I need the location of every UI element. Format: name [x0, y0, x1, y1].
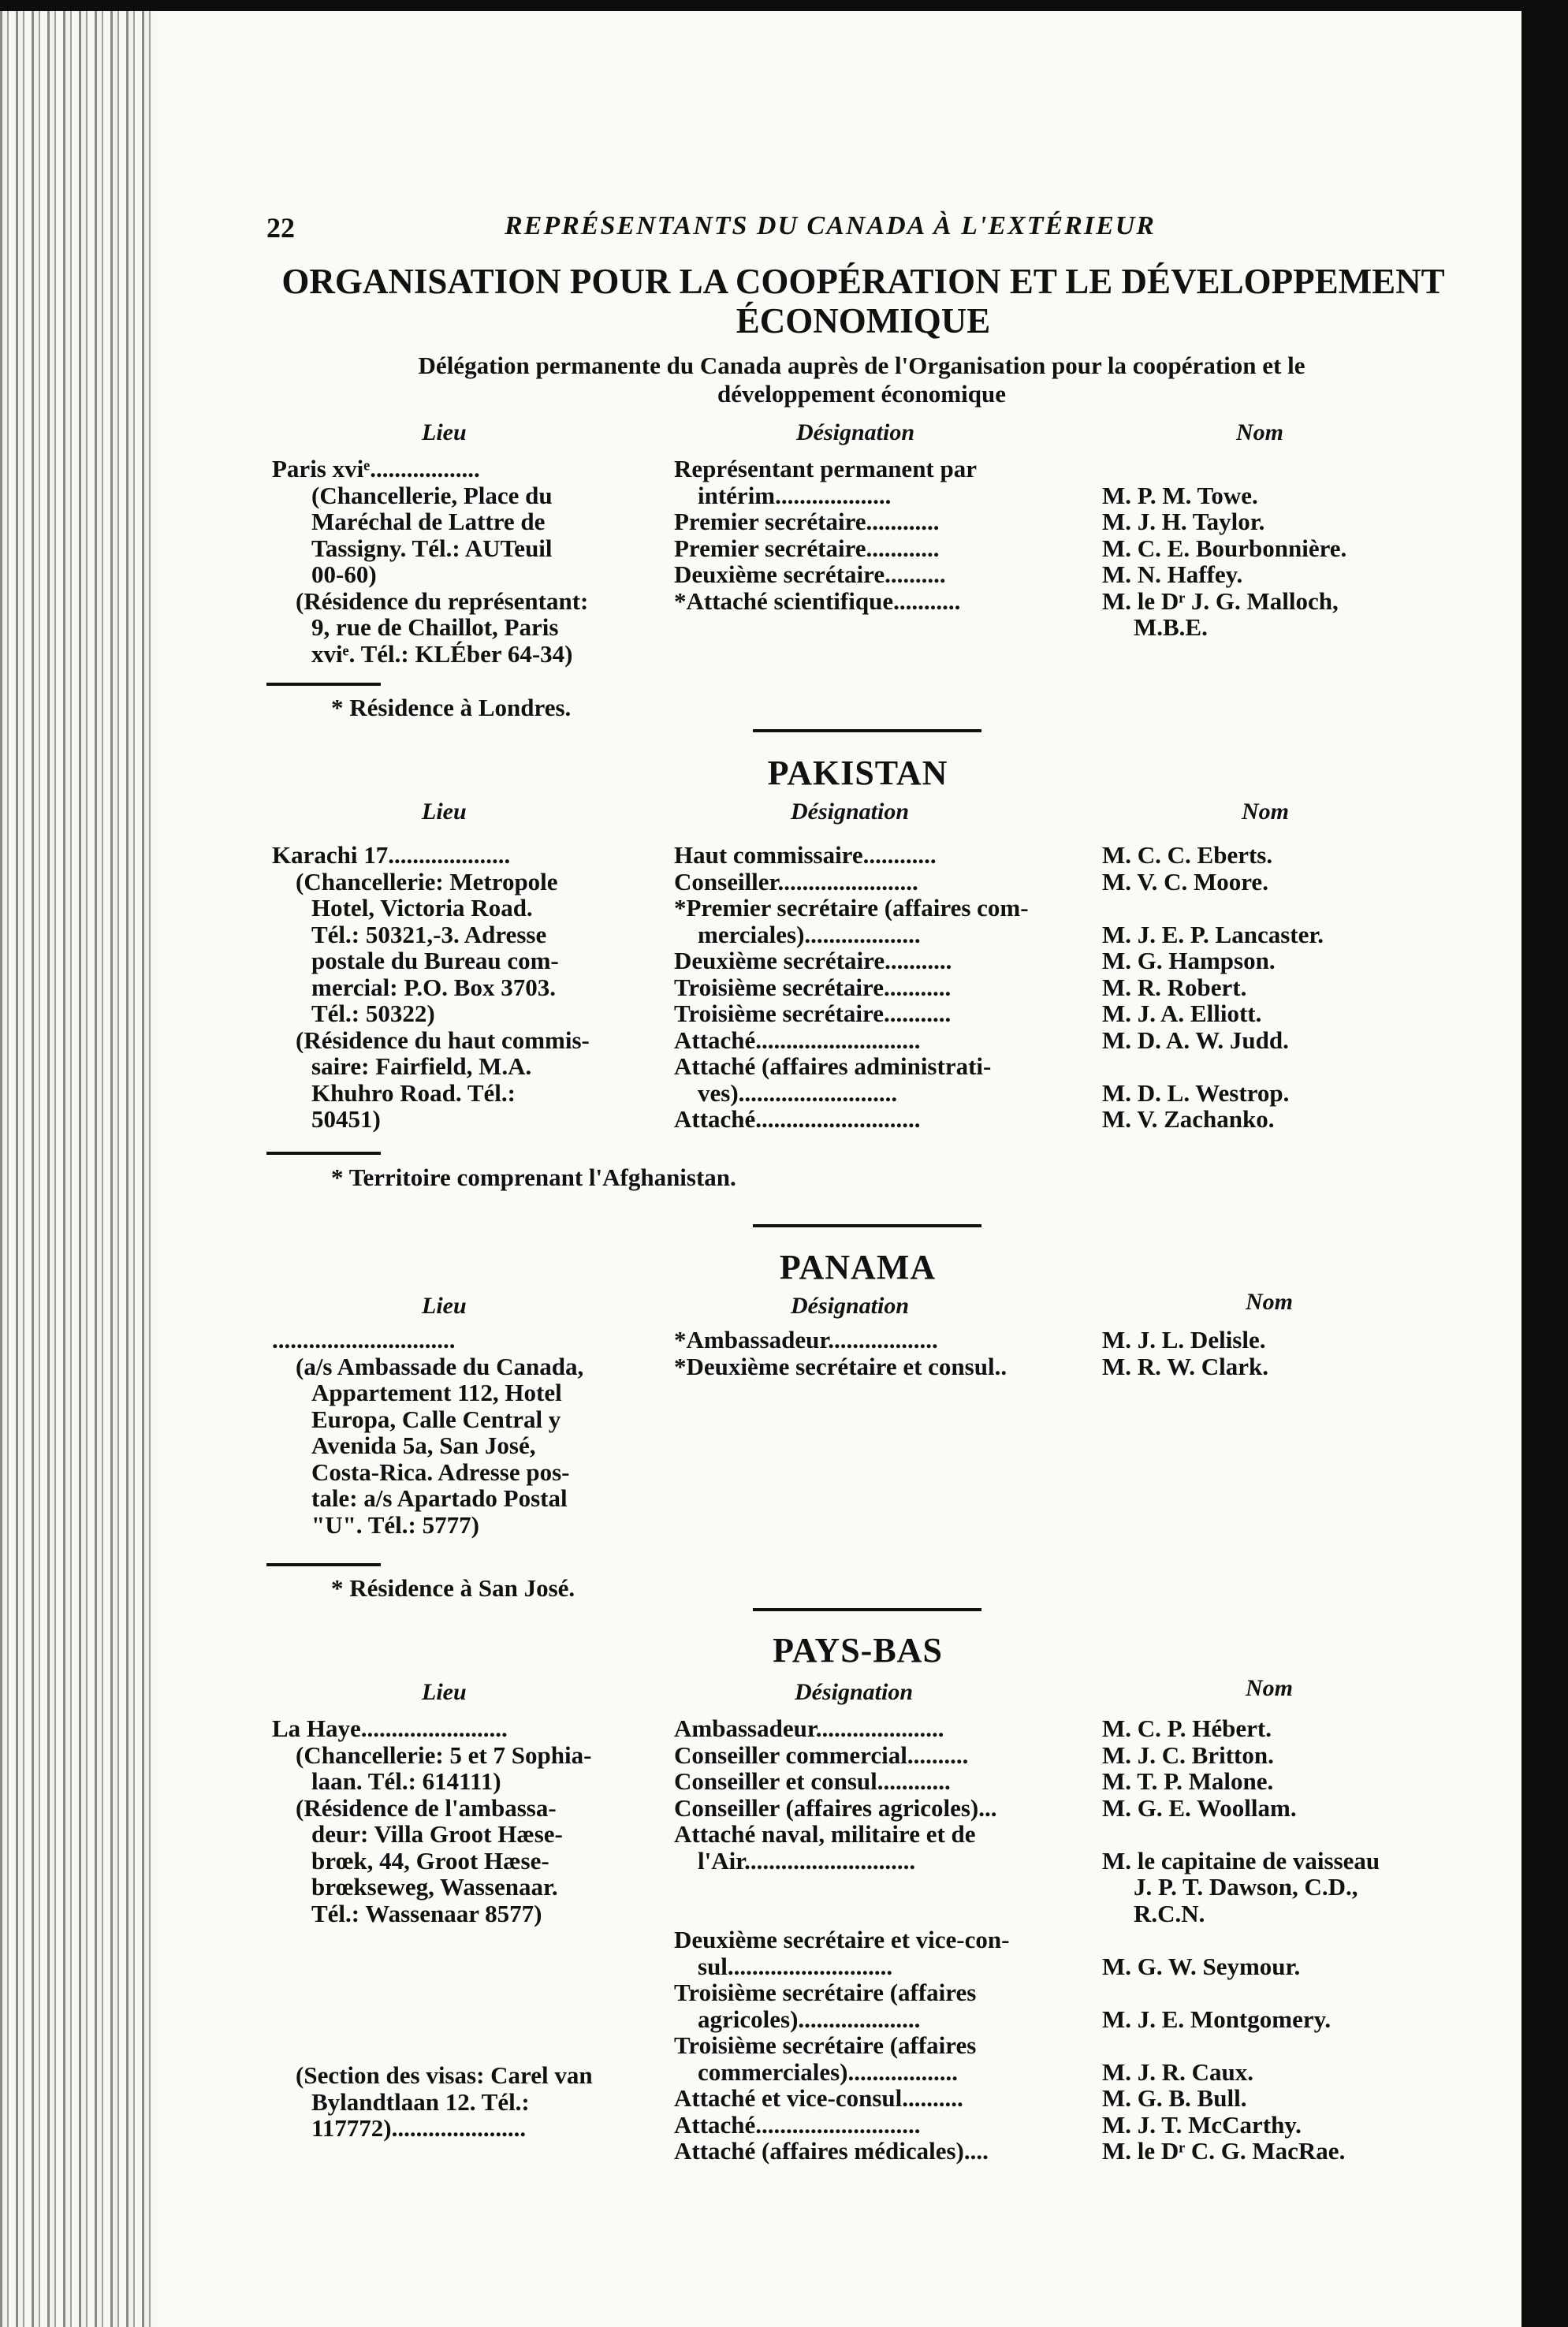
- panama-header-designation: Désignation: [791, 1293, 910, 1319]
- designation-line: intérim...................: [698, 481, 892, 509]
- lieu-line: (Chancellerie: 5 et 7 Sophia-: [296, 1741, 592, 1769]
- designation-line: Conseiller.......................: [674, 867, 918, 895]
- pakistan-lieu-column: [272, 842, 646, 1133]
- nom-line: M. J. L. Delisle.: [1102, 1326, 1266, 1353]
- lieu-line: (Chancellerie, Place du: [311, 481, 553, 509]
- designation-line: merciales)...................: [698, 920, 921, 948]
- paysbas-separator: [753, 1608, 981, 1611]
- page-number: 22: [266, 212, 295, 244]
- ocde-designation-column: [674, 456, 1076, 614]
- ocde-footnote-rule: [266, 683, 381, 686]
- paysbas-header-nom: Nom: [1246, 1675, 1293, 1701]
- designation-line: l'Air............................: [698, 1846, 916, 1875]
- lieu-line: Avenida 5a, San José,: [311, 1432, 536, 1459]
- designation-line: Attaché naval, militaire et de: [674, 1820, 976, 1848]
- running-title: REPRÉSENTANTS DU CANADA À L'EXTÉRIEUR: [505, 211, 1156, 240]
- lieu-line: (Résidence du représentant:: [296, 586, 589, 615]
- designation-line: Deuxième secrétaire..........: [674, 560, 946, 588]
- paysbas-nom-column: [1102, 1715, 1449, 2165]
- ocde-subtitle: [266, 352, 1457, 408]
- designation-line: Représentant permanent par: [674, 455, 978, 482]
- nom-line: [1102, 2032, 1449, 2059]
- designation-line: Troisième secrétaire...........: [674, 1000, 952, 1027]
- nom-line: [1102, 1927, 1449, 1953]
- panama-footnote-rule: [266, 1563, 381, 1566]
- lieu-line: 117772)......................: [311, 2114, 527, 2142]
- pakistan-header-lieu: Lieu: [422, 799, 467, 825]
- nom-line: M. R. W. Clark.: [1102, 1352, 1268, 1380]
- designation-line: Troisième secrétaire...........: [674, 973, 952, 1001]
- lieu-line: 9, rue de Chaillot, Paris: [311, 613, 559, 641]
- designation-line: Attaché...........................: [674, 2110, 921, 2139]
- designation-line: commerciales)..................: [698, 2057, 958, 2086]
- nom-line: M. T. P. Malone.: [1102, 1767, 1274, 1795]
- nom-line: M. G. Hampson.: [1102, 947, 1276, 974]
- lieu-line: La Haye........................: [272, 1715, 508, 1742]
- designation-line: Deuxième secrétaire et vice-con-: [674, 1926, 1010, 1953]
- lieu-line: Hotel, Victoria Road.: [311, 894, 533, 921]
- nom-line: M. G. B. Bull.: [1102, 2084, 1247, 2112]
- nom-line: R.C.N.: [1134, 1899, 1205, 1927]
- nom-line: M.B.E.: [1134, 613, 1208, 641]
- pakistan-title: PAKISTAN: [767, 754, 948, 792]
- lieu-line: Costa-Rica. Adresse pos-: [311, 1458, 570, 1486]
- ocde-subtitle-line: développement économique: [717, 380, 1006, 408]
- nom-line: M. J. R. Caux.: [1102, 2057, 1254, 2086]
- lieu-line: Tél.: Wassenaar 8577): [311, 1899, 542, 1927]
- designation-line: Conseiller et consul............: [674, 1767, 951, 1795]
- designation-line: *Attaché scientifique...........: [674, 586, 961, 615]
- nom-line: [1102, 895, 1449, 921]
- nom-line: [1102, 1979, 1449, 2006]
- ocde-header-designation: Désignation: [796, 419, 915, 445]
- nom-line: [1102, 1821, 1449, 1848]
- panama-footnote: * Résidence à San José.: [331, 1574, 575, 1602]
- lieu-line: Europa, Calle Central y: [311, 1405, 561, 1433]
- lieu-line: Paris xviᵉ..................: [272, 455, 480, 482]
- designation-line: sul...........................: [698, 1952, 893, 1980]
- lieu-line: (Résidence de l'ambassa-: [296, 1793, 557, 1822]
- ocde-title-line: ÉCONOMIQUE: [736, 301, 991, 341]
- nom-line: M. G. E. Woollam.: [1102, 1793, 1297, 1822]
- designation-line: Troisième secrétaire (affaires: [674, 1979, 977, 2006]
- paysbas-header-designation: Désignation: [795, 1679, 914, 1705]
- lieu-line: Khuhro Road. Tél.:: [311, 1078, 516, 1107]
- lieu-line: tale: a/s Apartado Postal: [311, 1484, 568, 1512]
- ocde-footnote: * Résidence à Londres.: [331, 694, 572, 721]
- pakistan-header-nom: Nom: [1242, 799, 1289, 825]
- designation-line: Attaché...........................: [674, 1105, 921, 1133]
- ocde-nom-column: [1102, 456, 1449, 641]
- pakistan-footnote: * Territoire comprenant l'Afghanistan.: [331, 1164, 736, 1191]
- lieu-line: Tassigny. Tél.: AUTeuil: [311, 534, 553, 562]
- designation-line: Attaché...........................: [674, 1026, 921, 1054]
- lieu-line: "U". Tél.: 5777): [311, 1510, 479, 1539]
- paysbas-header-lieu: Lieu: [422, 1679, 467, 1705]
- ocde-title-line: ORGANISATION POUR LA COOPÉRATION ET LE DÉVELOPPEMENT: [281, 262, 1445, 301]
- scan-binding-edge: [0, 0, 158, 2327]
- panama-header-lieu: Lieu: [422, 1293, 467, 1319]
- nom-line: M. C. C. Eberts.: [1102, 841, 1273, 869]
- lieu-line: laan. Tél.: 614111): [311, 1767, 501, 1795]
- lieu-line: Tél.: 50322): [311, 1000, 435, 1027]
- lieu-line: 50451): [311, 1105, 381, 1133]
- nom-line: M. le capitaine de vaisseau: [1102, 1846, 1380, 1875]
- nom-line: M. D. L. Westrop.: [1102, 1078, 1290, 1107]
- designation-line: Conseiller (affaires agricoles)...: [674, 1793, 997, 1822]
- nom-line: M. C. P. Hébert.: [1102, 1715, 1272, 1742]
- pakistan-separator: [753, 729, 981, 732]
- designation-line: *Deuxième secrétaire et consul..: [674, 1352, 1007, 1380]
- ocde-subtitle-line: Délégation permanente du Canada auprès de l'Organisation pour la coopération et le: [418, 352, 1305, 379]
- ocde-header-lieu: Lieu: [422, 419, 467, 445]
- ocde-lieu-column: [272, 456, 646, 667]
- ocde-header-nom: Nom: [1236, 419, 1283, 445]
- designation-line: Premier secrétaire............: [674, 508, 940, 535]
- ocde-title: [260, 262, 1466, 341]
- nom-line: M. le Dʳ J. G. Malloch,: [1102, 586, 1339, 615]
- lieu-line: Maréchal de Lattre de: [311, 508, 546, 535]
- paysbas-lieu-column: [272, 1715, 646, 1927]
- designation-line: *Ambassadeur..................: [674, 1326, 938, 1353]
- nom-line: [1102, 1053, 1449, 1080]
- lieu-line: 00-60): [311, 560, 377, 588]
- designation-line: Attaché (affaires administrati-: [674, 1052, 992, 1080]
- nom-line: M. G. W. Seymour.: [1102, 1952, 1301, 1980]
- lieu-line: brœkseweg, Wassenaar.: [311, 1873, 558, 1901]
- scan-dark-edge: [1521, 0, 1568, 2327]
- designation-line: agricoles)....................: [698, 2005, 921, 2033]
- nom-line: M. V. C. Moore.: [1102, 867, 1268, 895]
- nom-line: M. R. Robert.: [1102, 973, 1247, 1001]
- lieu-line: (Section des visas: Carel van: [296, 2061, 593, 2089]
- lieu-line: postale du Bureau com-: [311, 947, 559, 974]
- lieu-line: (a/s Ambassade du Canada,: [296, 1352, 584, 1380]
- lieu-line: (Résidence du haut commis-: [296, 1026, 590, 1054]
- designation-line: Premier secrétaire............: [674, 534, 940, 562]
- nom-line: M. le Dʳ C. G. MacRae.: [1102, 2137, 1346, 2165]
- lieu-line: saire: Fairfield, M.A.: [311, 1052, 532, 1080]
- lieu-line: ..............................: [272, 1326, 456, 1353]
- lieu-line: Karachi 17....................: [272, 841, 511, 869]
- nom-line: M. J. H. Taylor.: [1102, 508, 1265, 535]
- designation-line: Attaché (affaires médicales)....: [674, 2137, 989, 2165]
- panama-lieu-column: [272, 1327, 646, 1538]
- nom-line: M. V. Zachanko.: [1102, 1105, 1275, 1133]
- lieu-line: mercial: P.O. Box 3703.: [311, 973, 556, 1001]
- designation-line: Deuxième secrétaire...........: [674, 947, 952, 974]
- designation-line: [674, 1874, 1076, 1901]
- lieu-line: deur: Villa Groot Hæse-: [311, 1820, 563, 1848]
- designation-line: ves)..........................: [698, 1078, 898, 1107]
- nom-line: M. P. M. Towe.: [1102, 481, 1258, 509]
- nom-line: M. J. C. Britton.: [1102, 1741, 1274, 1769]
- nom-line: M. J. E. Montgomery.: [1102, 2005, 1331, 2033]
- panama-header-nom: Nom: [1246, 1289, 1293, 1315]
- lieu-line: Bylandtlaan 12. Tél.:: [311, 2087, 530, 2116]
- nom-line: M. D. A. W. Judd.: [1102, 1026, 1289, 1054]
- panama-designation-column: [674, 1327, 1076, 1379]
- panama-nom-column: [1102, 1327, 1449, 1379]
- designation-line: *Premier secrétaire (affaires com-: [674, 894, 1029, 921]
- pakistan-designation-column: [674, 842, 1076, 1133]
- lieu-line: (Chancellerie: Metropole: [296, 867, 558, 895]
- lieu-line: xviᵉ. Tél.: KLÉber 64-34): [311, 639, 573, 668]
- paysbas-designation-column: [674, 1715, 1076, 2165]
- designation-line: Attaché et vice-consul..........: [674, 2084, 963, 2112]
- nom-line: M. C. E. Bourbonnière.: [1102, 534, 1347, 562]
- lieu-line: Appartement 112, Hotel: [311, 1379, 562, 1406]
- paysbas-title: PAYS-BAS: [773, 1631, 943, 1670]
- pakistan-header-designation: Désignation: [791, 799, 910, 825]
- paysbas-visa-lieu-column: [272, 2062, 646, 2142]
- nom-line: M. J. T. McCarthy.: [1102, 2110, 1302, 2139]
- nom-line: [1102, 456, 1449, 482]
- designation-line: Troisième secrétaire (affaires: [674, 2031, 977, 2059]
- designation-line: [674, 1901, 1076, 1927]
- designation-line: Haut commissaire............: [674, 841, 937, 869]
- nom-line: M. J. A. Elliott.: [1102, 1000, 1262, 1027]
- panama-separator: [753, 1224, 981, 1227]
- nom-line: M. N. Haffey.: [1102, 560, 1243, 588]
- running-header: [266, 211, 1449, 248]
- panama-title: PANAMA: [779, 1248, 937, 1286]
- lieu-line: Tél.: 50321,-3. Adresse: [311, 920, 547, 948]
- scan-top-edge: [0, 0, 1568, 11]
- pakistan-footnote-rule: [266, 1152, 381, 1155]
- designation-line: Ambassadeur.....................: [674, 1715, 944, 1742]
- designation-line: Conseiller commercial..........: [674, 1741, 969, 1769]
- pakistan-nom-column: [1102, 842, 1449, 1133]
- nom-line: M. J. E. P. Lancaster.: [1102, 920, 1324, 948]
- nom-line: J. P. T. Dawson, C.D.,: [1134, 1873, 1358, 1901]
- lieu-line: brœk, 44, Groot Hæse-: [311, 1846, 549, 1875]
